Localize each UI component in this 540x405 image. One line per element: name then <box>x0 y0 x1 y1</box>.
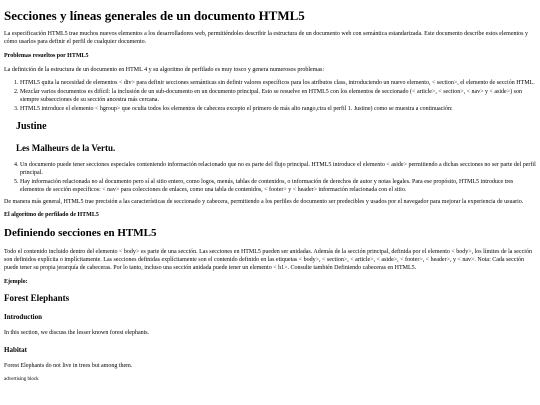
list-item: 2. Mezclar varios documentos es difícil: la inclusión de un sub-documento en un documento principal. Esto se resuelve en HTML5 con los elementos de seccionado (< article>, < section>, < nav> y < aside>) son siempre subsecciones de su sección ancestra más cercana. <box>20 89 536 105</box>
list-item: 4. Un documento puede tener secciones especiales conteniendo información relacionado que no es parte del flujo principal. HTML5 introduce el elemento < aside> permitiendo a dichas secciones no ser parte del perfil principal. <box>20 162 536 178</box>
example-habitat-heading: Habitat <box>4 346 27 355</box>
page-title: Secciones y líneas generales de un documento HTML5 <box>4 8 305 23</box>
example-intro-heading: Introduction <box>4 313 42 322</box>
example-habitat-text: Forest Elephants do not live in trees but among them. <box>4 363 133 370</box>
list-item: 5. Hay información relacionada no al documento pero sí al sitio entero, como logos, menús, tablas de contenidos, o información de derechos de autor y notas legales. Para ese propósito, HTML5 introduce tres elementos de sección específicos: < nav> para colecciones de enlaces, como una tabla de contenidos, < footer> y < header> información relacionada con el sitio. <box>20 179 536 195</box>
problems-heading: Problemas resueltos por HTML5 <box>4 52 89 59</box>
list-item: 1. HTML5 quita la necesidad de elementos < div> para definir secciones semánticas sin definir valores específicos para los atributos class, introduciendo un nuevo elemento, < section>, el elemento de sección HTML. <box>20 80 536 88</box>
defining-sections-heading: Definiendo secciones en HTML5 <box>4 227 157 240</box>
list-item: 3. HTML5 introduce el elemento < hgroup> que oculta todos los elementos de cabecera excepto el primero de más alto rango,ctra el perfil 1. Justine) como se muestra a continuación: <box>20 106 536 114</box>
summary-paragraph: De manera más general, HTML5 trae precisión a las características de seccionado y cabecera, permitiendo a los perfiles de documento ser predecibles y usados por el navegador para mejorar la experiencia de usuario. <box>4 198 524 205</box>
hgroup-example-subtitle: Les Malheurs de la Vertu. <box>16 142 116 153</box>
problems-intro: La definición de la estructura de un documento en HTML 4 y su algoritmo de perfilado es muy tosco y genera numerosos problemas: <box>4 66 325 73</box>
hgroup-example-title: Justine <box>16 120 47 132</box>
defining-sections-text: Todo el contenido incluido dentro del elemento < body> es parte de una sección. Las secciones en HTML5 pueden ser anidadas. Además de la sección principal, definida por el elemento < body>, los límites de la sección son definidos explícita o implícitamente. Las secciones definidas explícitamente son el contenido definido en las etiquetas < body>, < section>, < article>, < aside>, < footer>, < header>, y < nav>. Nota: Cada sección puede tener su propia jerarquía de cabeceras. Por lo tanto, incluso una sección anidada puede tener un elemento < h1>. Consulte también Definiendo cabeceras en HTML5. <box>4 249 532 272</box>
intro-paragraph: La especificación HTML5 trae muchos nuevos elementos a los desarrolladores web, permitiéndoles describir la estructura de un documento web con semántica estandarizada. Este documento describe estos elementos y cómo usarlos para definir el perfil de cualquier documento. <box>4 31 528 46</box>
algorithm-heading: El algoritmo de perfilado de HTML5 <box>4 212 99 219</box>
example-title: Forest Elephants <box>4 292 70 303</box>
example-intro-text: In this section, we discuss the lesser known forest elephants. <box>4 330 150 337</box>
problems-list <box>4 80 536 113</box>
trailing-text: advertising block <box>4 377 39 383</box>
problems-list-continued <box>4 162 536 194</box>
example-label: Ejemplo: <box>4 278 28 285</box>
